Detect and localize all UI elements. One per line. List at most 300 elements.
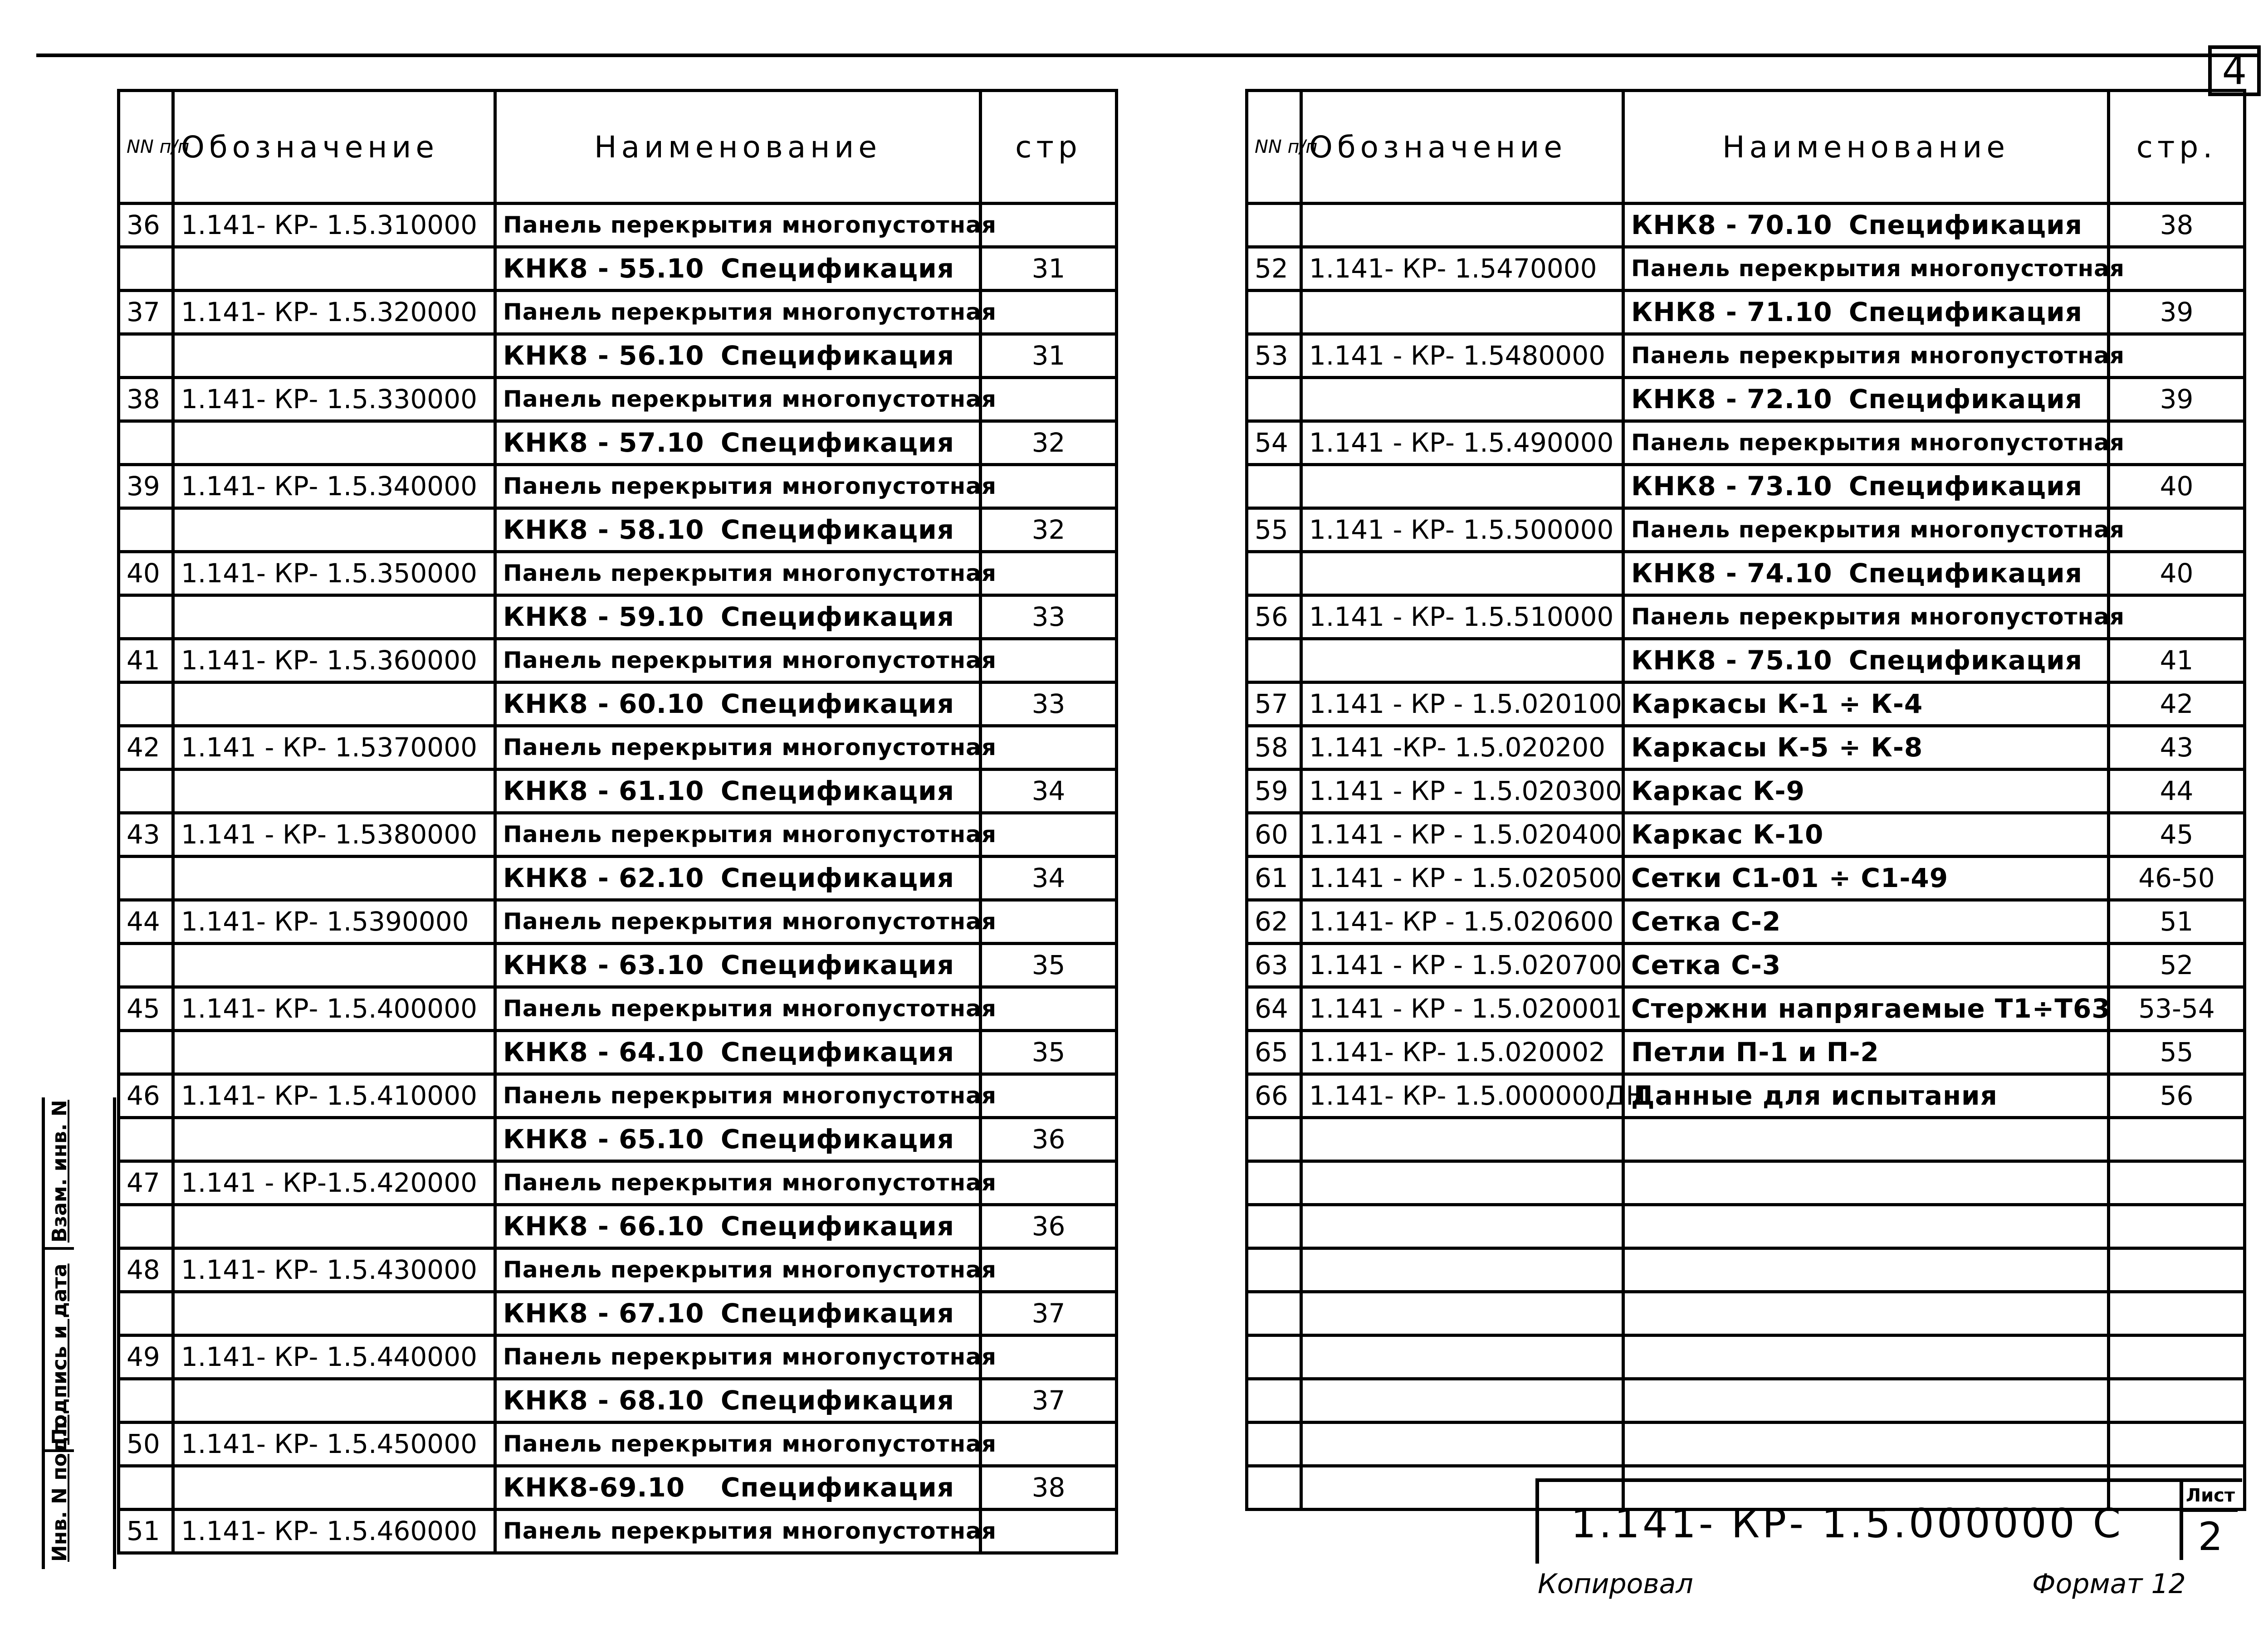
- row-name-code: КНК8 - 73.10: [1631, 471, 1833, 502]
- row-page: 42: [2109, 682, 2245, 726]
- row-number: 46: [119, 1074, 173, 1118]
- row-designation: 1.141 - КР - 1.5.020500: [1301, 857, 1623, 900]
- row-name: Панель перекрытия многопустотная: [495, 987, 981, 1031]
- row-page: [2109, 1161, 2245, 1205]
- row-designation: [173, 595, 495, 639]
- row-page: 41: [2109, 639, 2245, 682]
- row-number: 42: [119, 726, 173, 770]
- row-page: 37: [981, 1379, 1117, 1423]
- row-name-code: КНК8 - 58.10: [503, 514, 704, 545]
- row-name-spec: Спецификация: [720, 601, 954, 632]
- table-row: [1247, 1379, 2245, 1423]
- row-name: [495, 857, 981, 900]
- table-row: [119, 944, 1117, 987]
- row-designation: 1.141- КР- 1.5.460000: [173, 1510, 495, 1553]
- row-page: 40: [2109, 465, 2245, 508]
- row-name: [495, 944, 981, 987]
- row-name: Данные для испытания: [1623, 1074, 2109, 1118]
- table-row: [119, 682, 1117, 726]
- row-name: Сетки С1-01 ÷ С1-49: [1623, 857, 2109, 900]
- row-designation: [1301, 465, 1623, 508]
- row-name-spec: Спецификация: [1848, 645, 2082, 676]
- table-row: [1247, 508, 2245, 552]
- row-number: 49: [119, 1336, 173, 1379]
- table-row: [119, 726, 1117, 770]
- row-number: [119, 1031, 173, 1074]
- table-row: [119, 1074, 1117, 1118]
- row-designation: 1.141 - КР - 1.5.020300: [1301, 770, 1623, 813]
- row-designation: [173, 1379, 495, 1423]
- header-designation: Обозначение: [173, 91, 495, 204]
- row-designation: [1301, 1161, 1623, 1205]
- row-designation: [173, 857, 495, 900]
- table-row: [119, 334, 1117, 378]
- row-name-code: КНК8 - 56.10: [503, 340, 704, 371]
- table-row: [119, 987, 1117, 1031]
- table-row: [1247, 726, 2245, 770]
- row-designation: 1.141 - КР- 1.5.490000: [1301, 421, 1623, 465]
- row-page: [2109, 1336, 2245, 1379]
- row-designation: 1.141- КР- 1.5.400000: [173, 987, 495, 1031]
- row-page: 31: [981, 334, 1117, 378]
- contents-table-right: [1245, 89, 2246, 1511]
- copied-by: Копировал: [1538, 1568, 1693, 1600]
- row-name-code: КНК8 - 67.10: [503, 1298, 704, 1329]
- row-name: [1623, 639, 2109, 682]
- row-name: Панель перекрытия многопустотная: [495, 726, 981, 770]
- row-number: [1247, 552, 1301, 595]
- row-name: [495, 508, 981, 552]
- table-row: [119, 1031, 1117, 1074]
- table-row: [1247, 639, 2245, 682]
- row-number: 55: [1247, 508, 1301, 552]
- table-row: [1247, 204, 2245, 247]
- row-page: 34: [981, 857, 1117, 900]
- row-number: 66: [1247, 1074, 1301, 1118]
- row-name: [495, 770, 981, 813]
- row-page: 45: [2109, 813, 2245, 857]
- row-number: 64: [1247, 987, 1301, 1031]
- row-designation: 1.141 - КР - 1.5.020400: [1301, 813, 1623, 857]
- row-name-code: КНК8 - 65.10: [503, 1124, 704, 1155]
- row-designation: [1301, 291, 1623, 334]
- row-designation: 1.141 - КР - 1.5.020001: [1301, 987, 1623, 1031]
- row-page: 44: [2109, 770, 2245, 813]
- row-designation: [173, 1205, 495, 1248]
- row-name: Панель перекрытия многопустотная: [1623, 595, 2109, 639]
- row-name: [495, 334, 981, 378]
- row-designation: 1.141 - КР- 1.5370000: [173, 726, 495, 770]
- row-name-code: КНК8 - 62.10: [503, 863, 704, 893]
- row-name: [495, 595, 981, 639]
- format-label: Формат 12: [2032, 1568, 2186, 1600]
- row-designation: [1301, 1248, 1623, 1292]
- table-row: [1247, 1205, 2245, 1248]
- row-designation: 1.141- КР- 1.5.410000: [173, 1074, 495, 1118]
- row-name-code: КНК8 - 71.10: [1631, 297, 1833, 327]
- row-designation: [1301, 639, 1623, 682]
- row-name: [1623, 465, 2109, 508]
- row-name: Каркас К-9: [1623, 770, 2109, 813]
- row-page: [981, 1336, 1117, 1379]
- row-page: 31: [981, 247, 1117, 291]
- row-designation: [1301, 1379, 1623, 1423]
- row-page: 39: [2109, 291, 2245, 334]
- row-number: [1247, 1292, 1301, 1336]
- row-name: [495, 682, 981, 726]
- row-designation: 1.141- КР - 1.5.020600: [1301, 900, 1623, 944]
- row-name: [1623, 1161, 2109, 1205]
- table-row: [1247, 378, 2245, 421]
- row-name-code: КНК8 - 64.10: [503, 1037, 704, 1067]
- table-row: [119, 465, 1117, 508]
- row-name: [495, 1118, 981, 1161]
- row-number: 44: [119, 900, 173, 944]
- table-row: [119, 1466, 1117, 1510]
- table-row: [1247, 1118, 2245, 1161]
- table-row: [119, 1510, 1117, 1553]
- row-name: Сетка С-2: [1623, 900, 2109, 944]
- header-num: NN п/п: [1247, 91, 1301, 204]
- row-designation: 1.141 - КР- 1.5.500000: [1301, 508, 1623, 552]
- row-page: [2109, 1423, 2245, 1466]
- row-name: Панель перекрытия многопустотная: [495, 552, 981, 595]
- side-label-signature: Подпись и дата: [48, 1263, 71, 1445]
- row-page: [981, 552, 1117, 595]
- row-page: [981, 639, 1117, 682]
- row-number: 47: [119, 1161, 173, 1205]
- row-designation: 1.141- КР- 1.5.430000: [173, 1248, 495, 1292]
- row-name-spec: Спецификация: [720, 253, 954, 284]
- row-name: Сетка С-3: [1623, 944, 2109, 987]
- row-name-spec: Спецификация: [720, 775, 954, 806]
- row-name-code: КНК8 - 60.10: [503, 688, 704, 719]
- row-number: [119, 1292, 173, 1336]
- header-designation: Обозначение: [1301, 91, 1623, 204]
- row-page: [981, 204, 1117, 247]
- row-number: [1247, 378, 1301, 421]
- row-name-spec: Спецификация: [1848, 558, 2082, 589]
- row-name: Панель перекрытия многопустотная: [495, 900, 981, 944]
- row-designation: 1.141- КР- 1.5.330000: [173, 378, 495, 421]
- header-page: стр.: [2109, 91, 2245, 204]
- row-number: 61: [1247, 857, 1301, 900]
- row-name-code: КНК8 - 63.10: [503, 950, 704, 980]
- row-number: [1247, 1466, 1301, 1510]
- document-code: 1.141- КР- 1.5.000000 С: [1571, 1500, 2124, 1547]
- row-name: Панель перекрытия многопустотная: [495, 1074, 981, 1118]
- row-name-code: КНК8 - 57.10: [503, 427, 704, 458]
- row-page: 36: [981, 1205, 1117, 1248]
- row-number: [119, 508, 173, 552]
- table-row: [119, 1118, 1117, 1161]
- row-name: [1623, 1423, 2109, 1466]
- row-designation: [173, 682, 495, 726]
- row-number: [119, 421, 173, 465]
- row-page: 51: [2109, 900, 2245, 944]
- side-label-inventory: Инв. N подл.: [48, 1414, 71, 1562]
- row-page: 36: [981, 1118, 1117, 1161]
- row-name-code: КНК8 - 70.10: [1631, 210, 1833, 240]
- contents-table-left: [117, 89, 1118, 1555]
- row-designation: 1.141- КР- 1.5.350000: [173, 552, 495, 595]
- row-page: 40: [2109, 552, 2245, 595]
- row-designation: [173, 421, 495, 465]
- row-page: [2109, 247, 2245, 291]
- row-page: [981, 378, 1117, 421]
- row-page: 52: [2109, 944, 2245, 987]
- table-row: [119, 813, 1117, 857]
- row-page: [981, 813, 1117, 857]
- row-name: Панель перекрытия многопустотная: [495, 465, 981, 508]
- row-name: [495, 1379, 981, 1423]
- row-number: 62: [1247, 900, 1301, 944]
- row-designation: 1.141- КР- 1.5.340000: [173, 465, 495, 508]
- header-name: Наименование: [1623, 91, 2109, 204]
- row-number: 45: [119, 987, 173, 1031]
- table-row: [119, 900, 1117, 944]
- row-name: [495, 1466, 981, 1510]
- row-page: [981, 1248, 1117, 1292]
- row-number: 52: [1247, 247, 1301, 291]
- table-row: [119, 1248, 1117, 1292]
- row-number: [119, 857, 173, 900]
- row-name: [495, 1292, 981, 1336]
- title-block: [1535, 1478, 2242, 1564]
- row-name-code: КНК8 - 61.10: [503, 775, 704, 806]
- row-name-code: КНК8 - 66.10: [503, 1211, 704, 1242]
- table-row: [119, 204, 1117, 247]
- table-row: [1247, 465, 2245, 508]
- table-row: [1247, 421, 2245, 465]
- side-stamp-strip: [42, 1097, 116, 1569]
- row-number: 43: [119, 813, 173, 857]
- header-name: Наименование: [495, 91, 981, 204]
- row-name: Панель перекрытия многопустотная: [495, 1161, 981, 1205]
- table-row: [1247, 1292, 2245, 1336]
- row-name: Панель перекрытия многопустотная: [1623, 508, 2109, 552]
- row-designation: 1.141 - КР- 1.5.510000: [1301, 595, 1623, 639]
- table-row: [1247, 1248, 2245, 1292]
- row-page: 46-50: [2109, 857, 2245, 900]
- row-number: [1247, 1423, 1301, 1466]
- row-page: [981, 465, 1117, 508]
- row-name: Панель перекрытия многопустотная: [495, 813, 981, 857]
- row-name: [1623, 378, 2109, 421]
- row-name-spec: Спецификация: [720, 427, 954, 458]
- row-name: Панель перекрытия многопустотная: [495, 291, 981, 334]
- row-number: [1247, 204, 1301, 247]
- row-page: 43: [2109, 726, 2245, 770]
- row-designation: [173, 508, 495, 552]
- row-designation: 1.141 - КР-1.5.420000: [173, 1161, 495, 1205]
- row-name-code: КНК8 - 68.10: [503, 1385, 704, 1416]
- row-name: [1623, 1336, 2109, 1379]
- row-number: 36: [119, 204, 173, 247]
- row-designation: [173, 334, 495, 378]
- row-name: [1623, 1118, 2109, 1161]
- table-row: [1247, 552, 2245, 595]
- row-designation: [1301, 1336, 1623, 1379]
- table-row: [119, 857, 1117, 900]
- row-name-code: КНК8 - 55.10: [503, 253, 704, 284]
- row-designation: 1.141- КР- 1.5.450000: [173, 1423, 495, 1466]
- row-designation: [1301, 1205, 1623, 1248]
- row-name: Панель перекрытия многопустотная: [1623, 247, 2109, 291]
- row-page: [2109, 1118, 2245, 1161]
- row-designation: 1.141- КР- 1.5.320000: [173, 291, 495, 334]
- header-num: NN п/п: [119, 91, 173, 204]
- row-number: [119, 1205, 173, 1248]
- row-name: [1623, 204, 2109, 247]
- header-row: [119, 91, 1117, 204]
- row-name-spec: Спецификация: [720, 514, 954, 545]
- row-name-spec: Спецификация: [720, 863, 954, 893]
- row-name: Панель перекрытия многопустотная: [495, 1423, 981, 1466]
- table-row: [1247, 334, 2245, 378]
- row-number: 57: [1247, 682, 1301, 726]
- row-designation: [1301, 204, 1623, 247]
- sheet-box: [2180, 1482, 2238, 1560]
- row-number: 59: [1247, 770, 1301, 813]
- row-number: [119, 334, 173, 378]
- row-number: 39: [119, 465, 173, 508]
- top-rule: [36, 54, 2259, 57]
- row-number: 51: [119, 1510, 173, 1553]
- row-name: Панель перекрытия многопустотная: [495, 1248, 981, 1292]
- row-number: [1247, 1336, 1301, 1379]
- row-name: [495, 421, 981, 465]
- row-designation: [173, 1031, 495, 1074]
- row-designation: [173, 944, 495, 987]
- table-row: [1247, 682, 2245, 726]
- table-row: [119, 291, 1117, 334]
- row-name: [1623, 291, 2109, 334]
- row-number: 37: [119, 291, 173, 334]
- row-name-spec: Спецификация: [1848, 297, 2082, 327]
- left-table-body: [119, 204, 1117, 1553]
- row-number: 58: [1247, 726, 1301, 770]
- table-row: [119, 1423, 1117, 1466]
- table-row: [119, 1336, 1117, 1379]
- row-page: 38: [2109, 204, 2245, 247]
- row-number: 65: [1247, 1031, 1301, 1074]
- row-name: [1623, 1292, 2109, 1336]
- row-page: [2109, 1292, 2245, 1336]
- row-name: Панель перекрытия многопустотная: [495, 639, 981, 682]
- row-page: 37: [981, 1292, 1117, 1336]
- row-designation: 1.141- КР- 1.5.000000ДН: [1301, 1074, 1623, 1118]
- row-number: 63: [1247, 944, 1301, 987]
- row-number: 38: [119, 378, 173, 421]
- side-cell-replacement: [45, 1097, 74, 1250]
- row-page: [2109, 421, 2245, 465]
- row-name-spec: Спецификация: [720, 340, 954, 371]
- row-designation: 1.141 - КР - 1.5.020700: [1301, 944, 1623, 987]
- row-name: Каркасы К-1 ÷ К-4: [1623, 682, 2109, 726]
- row-page: [981, 1074, 1117, 1118]
- row-designation: [173, 247, 495, 291]
- row-page: [981, 1161, 1117, 1205]
- table-row: [1247, 1074, 2245, 1118]
- row-page: [981, 726, 1117, 770]
- row-name: [495, 247, 981, 291]
- row-name: Панель перекрытия многопустотная: [495, 1336, 981, 1379]
- row-page: 32: [981, 421, 1117, 465]
- row-designation: [173, 1292, 495, 1336]
- row-name-code: КНК8-69.10: [503, 1472, 685, 1503]
- header-row: [1247, 91, 2245, 204]
- row-number: 54: [1247, 421, 1301, 465]
- row-name-spec: Спецификация: [720, 1472, 954, 1503]
- table-row: [119, 770, 1117, 813]
- row-name: Стержни напрягаемые Т1÷Т63: [1623, 987, 2109, 1031]
- table-row: [119, 639, 1117, 682]
- table-row: [119, 595, 1117, 639]
- row-page: 53-54: [2109, 987, 2245, 1031]
- table-row: [119, 247, 1117, 291]
- row-page: 38: [981, 1466, 1117, 1510]
- row-page: [981, 291, 1117, 334]
- row-name: Каркасы К-5 ÷ К-8: [1623, 726, 2109, 770]
- table-row: [1247, 900, 2245, 944]
- row-name: Панель перекрытия многопустотная: [495, 204, 981, 247]
- row-number: [1247, 1248, 1301, 1292]
- row-page: [2109, 595, 2245, 639]
- row-name-code: КНК8 - 74.10: [1631, 558, 1833, 589]
- row-page: 39: [2109, 378, 2245, 421]
- row-name: [495, 1031, 981, 1074]
- row-page: 56: [2109, 1074, 2245, 1118]
- row-designation: 1.141 - КР- 1.5380000: [173, 813, 495, 857]
- top-sheet-number: 4: [2208, 45, 2261, 96]
- row-page: 32: [981, 508, 1117, 552]
- row-name-spec: Спецификация: [1848, 471, 2082, 502]
- row-name-spec: Спецификация: [720, 688, 954, 719]
- row-name-spec: Спецификация: [720, 1124, 954, 1155]
- row-page: [2109, 1248, 2245, 1292]
- row-name: Панель перекрытия многопустотная: [495, 1510, 981, 1553]
- row-number: [1247, 1161, 1301, 1205]
- row-designation: 1.141 - КР - 1.5.020100: [1301, 682, 1623, 726]
- row-number: 56: [1247, 595, 1301, 639]
- row-page: 33: [981, 595, 1117, 639]
- row-number: [119, 944, 173, 987]
- row-name-code: КНК8 - 72.10: [1631, 384, 1833, 414]
- row-number: [119, 1118, 173, 1161]
- row-number: [119, 1379, 173, 1423]
- row-name-spec: Спецификация: [1848, 210, 2082, 240]
- row-designation: 1.141 -КР- 1.5.020200: [1301, 726, 1623, 770]
- table-row: [119, 552, 1117, 595]
- right-table-body: [1247, 204, 2245, 1510]
- row-name: Панель перекрытия многопустотная: [1623, 334, 2109, 378]
- row-designation: [1301, 1423, 1623, 1466]
- table-row: [1247, 1423, 2245, 1466]
- row-number: [119, 595, 173, 639]
- row-designation: 1.141- КР- 1.5470000: [1301, 247, 1623, 291]
- row-name-code: КНК8 - 75.10: [1631, 645, 1833, 676]
- row-name-spec: Спецификация: [720, 950, 954, 980]
- side-cell-inventory: [45, 1414, 74, 1566]
- table-row: [1247, 1336, 2245, 1379]
- table-row: [119, 1379, 1117, 1423]
- table-row: [1247, 857, 2245, 900]
- table-row: [1247, 247, 2245, 291]
- row-number: [1247, 1379, 1301, 1423]
- row-name: Панель перекрытия многопустотная: [1623, 421, 2109, 465]
- row-number: [119, 1466, 173, 1510]
